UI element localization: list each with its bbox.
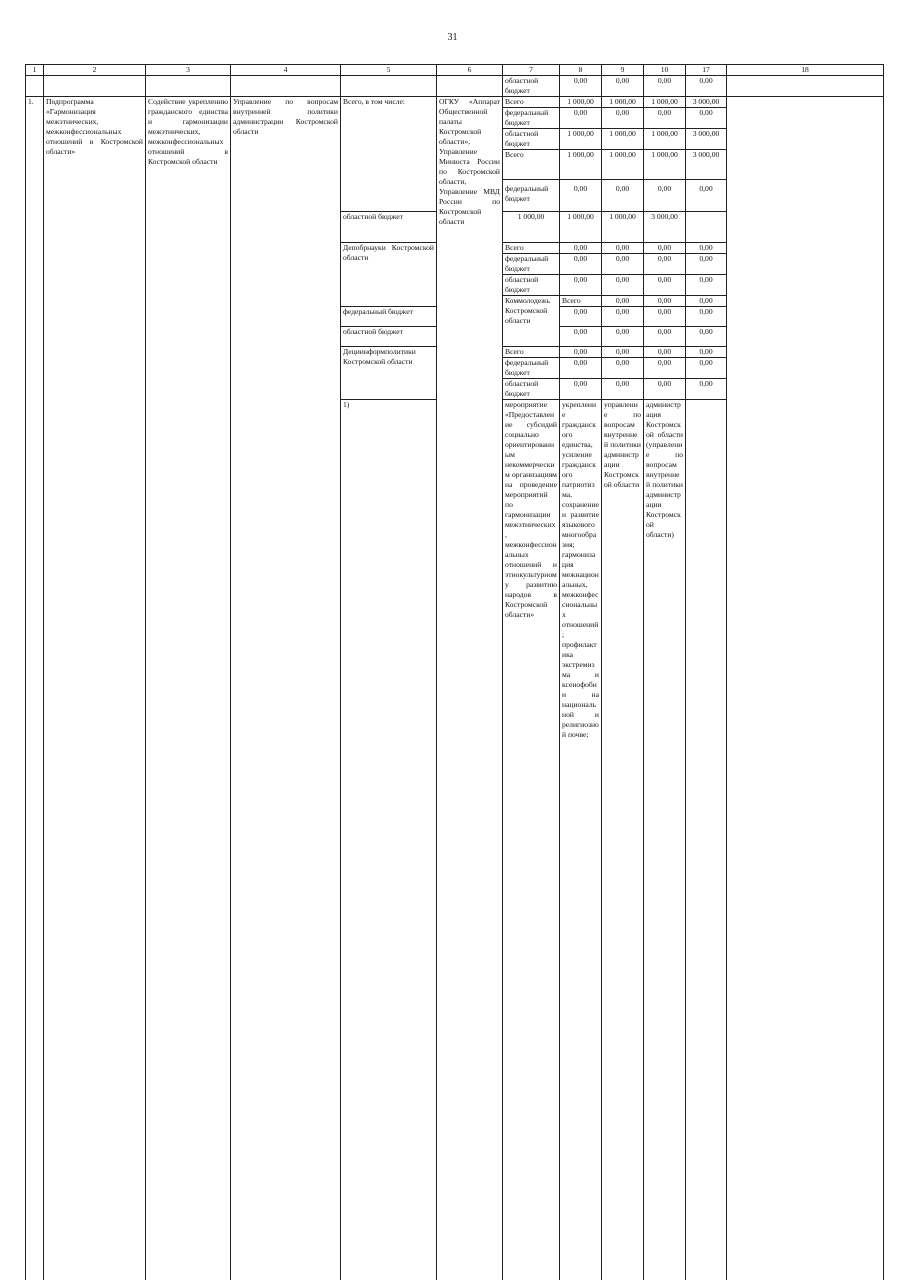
amount: 0,00 bbox=[602, 275, 644, 296]
amount: 0,00 bbox=[686, 76, 727, 97]
amount: 0,00 bbox=[686, 327, 727, 347]
col-header: 6 bbox=[437, 65, 503, 76]
amount: 1 000,00 bbox=[560, 150, 602, 180]
amount: 0,00 bbox=[602, 180, 644, 212]
amount: 0,00 bbox=[602, 307, 644, 327]
col-header: 4 bbox=[231, 65, 341, 76]
amount: 0,00 bbox=[644, 307, 686, 327]
table-row bbox=[26, 76, 884, 97]
amount: 0,00 bbox=[644, 327, 686, 347]
col-header: 17 bbox=[686, 65, 727, 76]
amount: 0,00 bbox=[560, 347, 602, 358]
col-header: 18 bbox=[727, 65, 884, 76]
col-header: 5 bbox=[341, 65, 437, 76]
budget-type: Всего bbox=[503, 347, 560, 358]
budget-type: федеральный бюджет bbox=[503, 254, 560, 275]
amount: 0,00 bbox=[644, 347, 686, 358]
amount: 0,00 bbox=[686, 180, 727, 212]
amount: 1 000,00 bbox=[560, 97, 602, 108]
subprogram-goal: Содействие укреплению гражданского единства и гармонизации межэтнических, межконфессиональных отношений в Костромской области bbox=[146, 97, 231, 1280]
budget-type: федеральный бюджет bbox=[503, 108, 560, 129]
event-executor: администрация Костромской области (управление по вопросам внутренней политики администрации Костромской области) bbox=[644, 400, 686, 1280]
amount: 0,00 bbox=[686, 347, 727, 358]
amount: 0,00 bbox=[686, 307, 727, 327]
amount: 0,00 bbox=[686, 296, 727, 307]
amount: 3 000,00 bbox=[644, 212, 686, 243]
amount: 0,00 bbox=[644, 275, 686, 296]
amount: 0,00 bbox=[602, 358, 644, 379]
amount: 0,00 bbox=[560, 108, 602, 129]
amount: 0,00 bbox=[644, 358, 686, 379]
col-header: 10 bbox=[644, 65, 686, 76]
executor-deciinformpolitiki: Дециинформполитики Костромской области bbox=[341, 347, 437, 400]
amount: 1 000,00 bbox=[503, 212, 560, 243]
event-goal: укрепление гражданского единства, усиление гражданского патриотизма, сохранение и развитие языкового многообразия; гармонизация межнациональных, межконфессиональных отношений; профилактика экстремизма и ксенофобии на национальной и религиозной почве; bbox=[560, 400, 602, 1280]
event-partners-empty bbox=[686, 400, 727, 1280]
subprogram-coordinator: Управление по вопросам внутренней политики администрации Костромской области bbox=[231, 97, 341, 1280]
budget-type: федеральный бюджет bbox=[503, 358, 560, 379]
amount: 1 000,00 bbox=[644, 97, 686, 108]
budget-type: областной бюджет bbox=[341, 327, 437, 347]
amount: 0,00 bbox=[602, 379, 644, 400]
amount: 0,00 bbox=[560, 275, 602, 296]
executor-kommolodezh: Коммолодежь Костромской области bbox=[503, 296, 560, 347]
budget-type: Всего bbox=[503, 97, 560, 108]
amount: 0,00 bbox=[560, 327, 602, 347]
amount: 0,00 bbox=[686, 275, 727, 296]
amount: 0,00 bbox=[686, 358, 727, 379]
col-header: 8 bbox=[560, 65, 602, 76]
amount: 0,00 bbox=[560, 358, 602, 379]
event-name: мероприятие «Предоставление субсидий социально ориентированным некоммерческим организациям на проведение мероприятий по гармонизации межэтнических, межконфессиональных отношений и этнокультурному развитию народов в Костромской области» bbox=[503, 400, 560, 1280]
amount: 0,00 bbox=[644, 296, 686, 307]
amount: 3 000,00 bbox=[686, 150, 727, 180]
amount: 1 000,00 bbox=[602, 97, 644, 108]
amount: 0,00 bbox=[560, 76, 602, 97]
budget-type: областной бюджет bbox=[503, 379, 560, 400]
amount: 0,00 bbox=[686, 254, 727, 275]
amount: 1 000,00 bbox=[644, 129, 686, 150]
header-row bbox=[26, 65, 884, 76]
budget-type: Всего bbox=[560, 296, 602, 307]
amount: 1 000,00 bbox=[560, 129, 602, 150]
amount: 3 000,00 bbox=[686, 97, 727, 108]
amount: 1 000,00 bbox=[644, 150, 686, 180]
budget-type: областной бюджет bbox=[341, 212, 437, 243]
col-header: 9 bbox=[602, 65, 644, 76]
budget-type: федеральный бюджет bbox=[503, 180, 560, 212]
amount: 0,00 bbox=[560, 379, 602, 400]
budget-type: Всего bbox=[503, 243, 560, 254]
budget-type: федеральный бюджет bbox=[341, 307, 437, 327]
col-header: 2 bbox=[44, 65, 146, 76]
amount: 3 000,00 bbox=[686, 129, 727, 150]
page-number: 31 bbox=[0, 32, 905, 43]
row-number: 1) bbox=[341, 400, 437, 1280]
amount: 0,00 bbox=[686, 243, 727, 254]
amount: 0,00 bbox=[602, 347, 644, 358]
result-empty bbox=[727, 97, 884, 1280]
amount: 0,00 bbox=[602, 243, 644, 254]
amount: 0,00 bbox=[644, 379, 686, 400]
col-header: 3 bbox=[146, 65, 231, 76]
budget-type: областной бюджет bbox=[503, 129, 560, 150]
amount: 1 000,00 bbox=[602, 129, 644, 150]
amount: 1 000,00 bbox=[602, 150, 644, 180]
amount: 0,00 bbox=[644, 76, 686, 97]
budget-type: областной бюджет bbox=[503, 275, 560, 296]
amount: 0,00 bbox=[560, 180, 602, 212]
amount: 0,00 bbox=[560, 243, 602, 254]
executor-all: Всего, в том числе: bbox=[341, 97, 437, 212]
executor-depobrnauki: Депобрнауки Костромской области bbox=[341, 243, 437, 307]
amount: 1 000,00 bbox=[602, 212, 644, 243]
amount: 1 000,00 bbox=[560, 212, 602, 243]
col-header: 7 bbox=[503, 65, 560, 76]
amount: 0,00 bbox=[686, 108, 727, 129]
budget-table bbox=[25, 64, 884, 1280]
amount: 0,00 bbox=[602, 296, 644, 307]
amount: 0,00 bbox=[686, 379, 727, 400]
amount: 0,00 bbox=[560, 307, 602, 327]
amount: 0,00 bbox=[602, 76, 644, 97]
table-row bbox=[26, 97, 884, 108]
budget-type: областной бюджет bbox=[503, 76, 560, 97]
amount: 0,00 bbox=[602, 327, 644, 347]
subprogram-name: Подпрограмма «Гармонизация межэтнических, межконфессиональных отношений в Костромской области» bbox=[44, 97, 146, 1280]
row-number: 1. bbox=[26, 97, 44, 1280]
amount: 0,00 bbox=[644, 254, 686, 275]
amount: 0,00 bbox=[644, 243, 686, 254]
amount: 0,00 bbox=[644, 180, 686, 212]
budget-type: Всего bbox=[503, 150, 560, 180]
amount: 0,00 bbox=[560, 254, 602, 275]
amount: 0,00 bbox=[644, 108, 686, 129]
col-header: 1 bbox=[26, 65, 44, 76]
event-coordinator: управление по вопросам внутренней политики администрации Костромской области bbox=[602, 400, 644, 1280]
partners: ОГКУ «Аппарат Общественной палаты Костромской области», Управление Минюста России по Костромской области, Управление МВД России по Костромской области bbox=[437, 97, 503, 1280]
amount: 0,00 bbox=[602, 108, 644, 129]
amount: 0,00 bbox=[602, 254, 644, 275]
